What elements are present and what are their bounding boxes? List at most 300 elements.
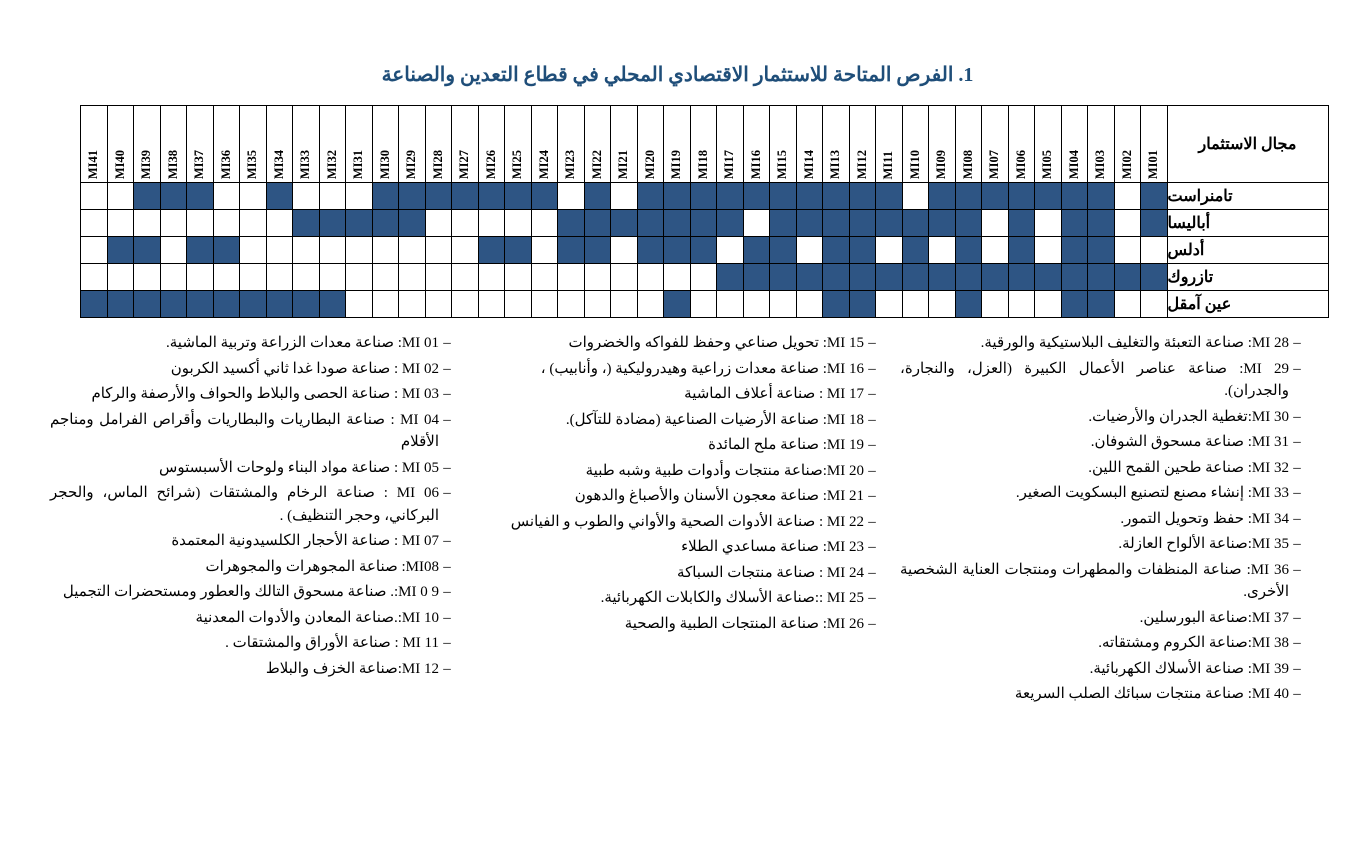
matrix-cell-empty <box>982 237 1009 264</box>
matrix-column-header <box>611 106 638 183</box>
matrix-cell-filled <box>558 237 585 264</box>
matrix-column-code: MI16 <box>748 149 763 179</box>
matrix-cell-empty <box>160 210 187 237</box>
matrix-cell-filled <box>505 183 532 210</box>
matrix-cell-filled <box>293 291 320 318</box>
matrix-cell-empty <box>213 264 240 291</box>
bullet-dash-icon: – <box>868 564 876 581</box>
matrix-cell-empty <box>425 264 452 291</box>
matrix-cell-filled <box>664 237 691 264</box>
bullet-dash-icon: – <box>868 360 876 377</box>
legend-item-text: MI 30:تغطية الجدران والأرضيات. <box>1088 408 1289 425</box>
matrix-cell-filled <box>902 210 929 237</box>
legend-item <box>900 431 1305 454</box>
legend-item-text: MI 35:صناعة الألواح العازلة. <box>1118 536 1289 552</box>
matrix-column-code: MI02 <box>1119 149 1134 179</box>
matrix-cell-filled <box>849 183 876 210</box>
matrix-table <box>80 105 1329 318</box>
matrix-cell-filled <box>717 183 744 210</box>
matrix-cell-empty <box>372 264 399 291</box>
legend-item <box>900 406 1305 429</box>
matrix-cell-filled <box>955 183 982 210</box>
matrix-column-header <box>1008 106 1035 183</box>
matrix-cell-filled <box>690 210 717 237</box>
matrix-cell-filled <box>955 210 982 237</box>
matrix-cell-empty <box>81 264 108 291</box>
legend-item <box>900 533 1305 556</box>
matrix-column-code: MI29 <box>404 149 419 179</box>
matrix-cell-empty <box>452 291 479 318</box>
matrix-cell-filled <box>823 264 850 291</box>
matrix-cell-filled <box>240 291 267 318</box>
matrix-cell-filled <box>505 237 532 264</box>
matrix-column-header <box>796 106 823 183</box>
matrix-cell-filled <box>187 237 214 264</box>
bullet-dash-icon: – <box>868 513 876 530</box>
matrix-column-header <box>717 106 744 183</box>
matrix-column-header <box>134 106 161 183</box>
matrix-cell-empty <box>452 264 479 291</box>
matrix-cell-filled <box>1035 264 1062 291</box>
matrix-cell-filled <box>1141 210 1168 237</box>
matrix-cell-filled <box>1114 264 1141 291</box>
matrix-cell-filled <box>849 210 876 237</box>
matrix-cell-empty <box>425 291 452 318</box>
legend-item-text: MI 22 : صناعة الأدوات الصحية والأواني والطوب و الفيانس <box>510 513 864 530</box>
matrix-column-header <box>558 106 585 183</box>
matrix-cell-filled <box>213 291 240 318</box>
matrix-cell-empty <box>796 237 823 264</box>
matrix-cell-empty <box>1114 291 1141 318</box>
matrix-column-header <box>1114 106 1141 183</box>
matrix-cell-empty <box>531 237 558 264</box>
document-page <box>0 62 1355 862</box>
matrix-cell-empty <box>1008 291 1035 318</box>
matrix-cell-filled <box>1141 183 1168 210</box>
legend-item <box>475 511 880 534</box>
matrix-cell-empty <box>107 264 134 291</box>
matrix-cell-filled <box>770 237 797 264</box>
matrix-cell-filled <box>584 237 611 264</box>
matrix-cell-filled <box>1008 264 1035 291</box>
legend-item-text: MI 33: إنشاء مصنع لتصنيع البسكويت الصغير. <box>1015 485 1289 501</box>
legend-item <box>475 434 880 457</box>
matrix-cell-filled <box>160 183 187 210</box>
matrix-cell-filled <box>1008 210 1035 237</box>
matrix-cell-filled <box>1088 237 1115 264</box>
matrix-cell-filled <box>293 210 320 237</box>
matrix-cell-filled <box>717 264 744 291</box>
matrix-cell-empty <box>399 237 426 264</box>
bullet-dash-icon: – <box>868 590 876 606</box>
matrix-cell-filled <box>584 183 611 210</box>
matrix-column-code: MI11 <box>881 150 896 179</box>
bullet-dash-icon: – <box>868 539 876 555</box>
matrix-cell-empty <box>505 291 532 318</box>
matrix-cell-filled <box>107 291 134 318</box>
matrix-column-code: MI40 <box>112 149 127 179</box>
bullet-dash-icon: – <box>1293 459 1301 476</box>
legend-item-text: MI 32: صناعة طحين القمح اللين. <box>1088 459 1289 476</box>
matrix-cell-filled <box>1008 183 1035 210</box>
matrix-cell-filled <box>929 210 956 237</box>
matrix-column-header <box>664 106 691 183</box>
legend-item <box>900 457 1305 480</box>
matrix-cell-filled <box>823 183 850 210</box>
matrix-column-code: MI20 <box>642 149 657 179</box>
matrix-cell-empty <box>187 264 214 291</box>
matrix-cell-filled <box>664 210 691 237</box>
matrix-cell-empty <box>743 210 770 237</box>
bullet-dash-icon: – <box>1293 408 1301 425</box>
bullet-dash-icon: – <box>443 584 451 600</box>
matrix-column-header <box>743 106 770 183</box>
matrix-cell-filled <box>1088 264 1115 291</box>
matrix-column-code: MI08 <box>960 149 975 179</box>
matrix-cell-filled <box>690 237 717 264</box>
matrix-cell-empty <box>929 291 956 318</box>
page-title: 1. الفرص المتاحة للاستثمار الاقتصادي المحلي في قطاع التعدين والصناعة <box>381 64 974 86</box>
matrix-cell-filled <box>372 183 399 210</box>
legend-item-text: MI 24 : صناعة منتجات السباكة <box>677 564 864 581</box>
bullet-dash-icon: – <box>868 437 876 453</box>
matrix-cell-empty <box>611 291 638 318</box>
bullet-dash-icon: – <box>443 609 451 626</box>
matrix-cell-empty <box>584 264 611 291</box>
legend-item <box>50 457 455 480</box>
matrix-cell-filled <box>107 237 134 264</box>
matrix-column-header <box>876 106 903 183</box>
matrix-cell-empty <box>160 237 187 264</box>
matrix-cell-filled <box>558 210 585 237</box>
matrix-cell-filled <box>823 291 850 318</box>
matrix-cell-filled <box>849 237 876 264</box>
matrix-header-row <box>81 106 1329 183</box>
matrix-cell-empty <box>134 264 161 291</box>
bullet-dash-icon: – <box>1293 660 1301 677</box>
matrix-cell-filled <box>982 264 1009 291</box>
matrix-cell-empty <box>690 264 717 291</box>
bullet-dash-icon: – <box>443 558 451 575</box>
legend-item-text: MI 01: صناعة معدات الزراعة وتربية الماشية. <box>166 335 439 351</box>
matrix-cell-empty <box>81 237 108 264</box>
legend-item <box>900 559 1305 604</box>
matrix-column-header <box>187 106 214 183</box>
matrix-cell-empty <box>531 291 558 318</box>
matrix-body <box>81 183 1329 318</box>
legend-item-text: MI 39: صناعة الأسلاك الكهربائية. <box>1089 660 1289 677</box>
matrix-cell-empty <box>319 237 346 264</box>
matrix-row <box>81 237 1329 264</box>
matrix-cell-filled <box>1035 183 1062 210</box>
legend-item <box>50 658 455 681</box>
matrix-column-header <box>372 106 399 183</box>
matrix-column-header <box>478 106 505 183</box>
matrix-column-code: MI39 <box>139 149 154 179</box>
legend-item-text: MI 25 ::صناعة الأسلاك والكابلات الكهربائية. <box>600 590 864 606</box>
legend-item-text: MI 20:صناعة منتجات وأدوات طبية وشبه طبية <box>585 462 864 479</box>
matrix-cell-filled <box>770 264 797 291</box>
matrix-cell-empty <box>134 210 161 237</box>
matrix-cell-filled <box>876 264 903 291</box>
matrix-cell-filled <box>1088 291 1115 318</box>
matrix-column-code: MI26 <box>483 149 498 179</box>
matrix-column-code: MI23 <box>563 149 578 179</box>
matrix-column-code: MI03 <box>1093 149 1108 179</box>
matrix-cell-empty <box>982 291 1009 318</box>
matrix-cell-filled <box>770 183 797 210</box>
matrix-row-label: تامنراست <box>1167 183 1328 210</box>
bullet-dash-icon: – <box>443 485 451 501</box>
matrix-column-code: MI22 <box>589 149 604 179</box>
legend-item-text: MI 23: صناعة مساعدي الطلاء <box>681 539 864 555</box>
bullet-dash-icon: – <box>443 360 451 377</box>
matrix-cell-empty <box>213 210 240 237</box>
legend-item <box>475 536 880 559</box>
matrix-cell-empty <box>266 237 293 264</box>
matrix-column-header <box>319 106 346 183</box>
legend-item <box>475 332 880 355</box>
matrix-cell-empty <box>876 291 903 318</box>
legend-item-text: MI 28: صناعة التعبئة والتغليف البلاستيكية والورقية. <box>980 335 1289 351</box>
matrix-cell-filled <box>531 183 558 210</box>
legend <box>40 332 1315 709</box>
matrix-cell-empty <box>346 291 373 318</box>
matrix-row <box>81 291 1329 318</box>
matrix-cell-empty <box>425 237 452 264</box>
legend-item <box>900 332 1305 355</box>
matrix-cell-empty <box>982 210 1009 237</box>
matrix-cell-empty <box>664 264 691 291</box>
legend-item-text: MI 36: صناعة المنظفات والمطهرات ومنتجات العناية الشخصية الأخرى. <box>900 561 1289 600</box>
legend-item-text: MI 04 : صناعة البطاريات والبطاريات وأقراص الفرامل ومناجم الأقلام <box>50 411 439 450</box>
matrix-cell-empty <box>796 291 823 318</box>
matrix-cell-empty <box>266 210 293 237</box>
matrix-column-code: MI25 <box>510 149 525 179</box>
matrix-column-code: MI41 <box>86 149 101 179</box>
matrix-column-code: MI35 <box>245 149 260 179</box>
legend-item-text: MI 0 9:. صناعة مسحوق التالك والعطور ومستحضرات التجميل <box>62 584 439 600</box>
bullet-dash-icon: – <box>868 411 876 428</box>
matrix-cell-empty <box>1141 291 1168 318</box>
bullet-dash-icon: – <box>443 459 451 476</box>
matrix-cell-empty <box>531 264 558 291</box>
legend-item <box>50 632 455 655</box>
matrix-cell-filled <box>902 264 929 291</box>
legend-item-text: MI 26: صناعة المنتجات الطبية والصحية <box>624 615 864 632</box>
matrix-column-code: MI10 <box>907 149 922 179</box>
bullet-dash-icon: – <box>1293 335 1301 351</box>
matrix-cell-filled <box>929 183 956 210</box>
legend-column <box>40 332 465 709</box>
bullet-dash-icon: – <box>868 462 876 479</box>
legend-item-text: MI 17 : صناعة أعلاف الماشية <box>684 386 864 402</box>
legend-column <box>890 332 1315 709</box>
matrix-cell-empty <box>478 264 505 291</box>
matrix-cell-empty <box>1141 237 1168 264</box>
matrix-cell-filled <box>1008 237 1035 264</box>
matrix-column-header <box>1141 106 1168 183</box>
matrix-column-code: MI09 <box>934 149 949 179</box>
matrix-column-code: MI30 <box>377 149 392 179</box>
legend-item-text: MI 38:صناعة الكروم ومشتقاته. <box>1098 635 1289 651</box>
legend-item <box>900 482 1305 505</box>
matrix-cell-empty <box>902 291 929 318</box>
legend-item <box>475 613 880 636</box>
matrix-cell-empty <box>293 183 320 210</box>
matrix-column-code: MI27 <box>457 149 472 179</box>
matrix-column-header <box>770 106 797 183</box>
matrix-cell-filled <box>664 291 691 318</box>
matrix-cell-empty <box>505 210 532 237</box>
bullet-dash-icon: – <box>1293 485 1301 501</box>
matrix-cell-filled <box>478 183 505 210</box>
legend-item-text: MI 11 : صناعة الأوراق والمشتقات . <box>225 635 439 651</box>
legend-item <box>900 632 1305 655</box>
matrix-cell-empty <box>240 264 267 291</box>
matrix-column-code: MI32 <box>324 149 339 179</box>
legend-item <box>900 508 1305 531</box>
matrix-cell-empty <box>452 237 479 264</box>
matrix-cell-empty <box>425 210 452 237</box>
matrix-cell-filled <box>346 210 373 237</box>
matrix-column-header <box>531 106 558 183</box>
matrix-column-header <box>452 106 479 183</box>
legend-item <box>475 409 880 432</box>
matrix-column-header <box>849 106 876 183</box>
matrix-cell-empty <box>81 210 108 237</box>
matrix-cell-empty <box>346 264 373 291</box>
matrix-cell-filled <box>796 183 823 210</box>
matrix-cell-filled <box>743 237 770 264</box>
matrix-column-header <box>213 106 240 183</box>
matrix-cell-filled <box>425 183 452 210</box>
matrix-cell-filled <box>876 210 903 237</box>
matrix-cell-empty <box>637 264 664 291</box>
matrix-cell-filled <box>187 183 214 210</box>
legend-item-text: MI08: صناعة المجوهرات والمجوهرات <box>205 558 439 575</box>
matrix-column-code: MI17 <box>722 149 737 179</box>
matrix-column-header <box>929 106 956 183</box>
legend-item-text: MI 40: صناعة منتجات سبائك الصلب السريعة <box>1014 686 1289 702</box>
matrix-cell-empty <box>611 237 638 264</box>
matrix-column-code: MI36 <box>218 149 233 179</box>
matrix-cell-filled <box>1061 237 1088 264</box>
legend-item-text: MI 07 : صناعة الأحجار الكلسيدونية المعتمدة <box>171 533 439 549</box>
legend-item <box>475 485 880 508</box>
bullet-dash-icon: – <box>443 635 451 651</box>
bullet-dash-icon: – <box>868 488 876 504</box>
matrix-cell-filled <box>266 291 293 318</box>
legend-item-text: MI 05 : صناعة مواد البناء ولوحات الأسبستوس <box>159 459 439 476</box>
legend-item <box>475 383 880 406</box>
bullet-dash-icon: – <box>1293 561 1301 578</box>
matrix-cell-empty <box>637 291 664 318</box>
matrix-cell-empty <box>372 237 399 264</box>
matrix-cell-empty <box>1114 210 1141 237</box>
matrix-cell-empty <box>266 264 293 291</box>
matrix-column-code: MI12 <box>854 149 869 179</box>
matrix-cell-filled <box>955 264 982 291</box>
matrix-cell-filled <box>1141 264 1168 291</box>
legend-item <box>50 556 455 579</box>
legend-item-text: MI 37:صناعة البورسلين. <box>1139 609 1289 626</box>
legend-item-text: MI 18: صناعة الأرضيات الصناعية (مضادة للتآكل). <box>565 411 864 428</box>
matrix-column-header <box>346 106 373 183</box>
matrix-cell-empty <box>372 291 399 318</box>
matrix-cell-filled <box>717 210 744 237</box>
bullet-dash-icon: – <box>1293 609 1301 626</box>
matrix-cell-empty <box>240 183 267 210</box>
matrix-column-code: MI01 <box>1146 149 1161 179</box>
matrix-cell-empty <box>558 183 585 210</box>
legend-item <box>900 358 1305 403</box>
legend-item-text: MI 34: حفظ وتحويل التمور. <box>1120 510 1289 527</box>
matrix-column-code: MI18 <box>695 149 710 179</box>
matrix-cell-filled <box>452 183 479 210</box>
legend-item-text: MI 03 : صناعة الحصى والبلاط والحواف والأرصفة والركام <box>91 386 439 402</box>
matrix-cell-empty <box>611 183 638 210</box>
legend-item-text: MI 06 : صناعة الرخام والمشتقات (شرائح الماس، والحجر البركاني، وحجر التنظيف) . <box>50 485 439 524</box>
legend-item <box>50 530 455 553</box>
matrix-cell-filled <box>849 264 876 291</box>
matrix-cell-empty <box>293 237 320 264</box>
matrix-cell-filled <box>743 183 770 210</box>
matrix-cell-filled <box>1088 183 1115 210</box>
matrix-cell-empty <box>478 210 505 237</box>
matrix-column-header <box>425 106 452 183</box>
matrix-cell-empty <box>770 291 797 318</box>
matrix-cell-empty <box>929 237 956 264</box>
legend-item <box>475 460 880 483</box>
matrix-cell-empty <box>558 291 585 318</box>
legend-column <box>465 332 890 709</box>
matrix-column-code: MI04 <box>1066 149 1081 179</box>
matrix-column-header <box>240 106 267 183</box>
matrix-cell-filled <box>955 237 982 264</box>
matrix-cell-filled <box>584 210 611 237</box>
bullet-dash-icon: – <box>1293 360 1301 377</box>
legend-item <box>50 482 455 527</box>
matrix-cell-empty <box>107 183 134 210</box>
bullet-dash-icon: – <box>1293 635 1301 651</box>
matrix-cell-filled <box>823 237 850 264</box>
matrix-cell-empty <box>1114 237 1141 264</box>
matrix-cell-filled <box>770 210 797 237</box>
matrix-column-header <box>690 106 717 183</box>
matrix-cell-filled <box>187 291 214 318</box>
bullet-dash-icon: – <box>443 533 451 549</box>
legend-item <box>475 358 880 381</box>
matrix-cell-filled <box>478 237 505 264</box>
matrix-head <box>81 106 1329 183</box>
matrix-column-header <box>293 106 320 183</box>
legend-item <box>50 383 455 406</box>
matrix-cell-empty <box>346 237 373 264</box>
matrix-cell-filled <box>160 291 187 318</box>
matrix-column-header <box>584 106 611 183</box>
matrix-column-code: MI19 <box>669 149 684 179</box>
matrix-column-code: MI13 <box>828 149 843 179</box>
bullet-dash-icon: – <box>868 386 876 402</box>
matrix-cell-filled <box>81 291 108 318</box>
matrix-cell-filled <box>399 183 426 210</box>
legend-item-text: MI 16: صناعة معدات زراعية وهيدروليكية (، وأنابيب) ، <box>540 360 864 377</box>
matrix-cell-filled <box>1061 183 1088 210</box>
matrix-cell-empty <box>346 183 373 210</box>
matrix-cell-filled <box>319 210 346 237</box>
matrix-column-header <box>505 106 532 183</box>
